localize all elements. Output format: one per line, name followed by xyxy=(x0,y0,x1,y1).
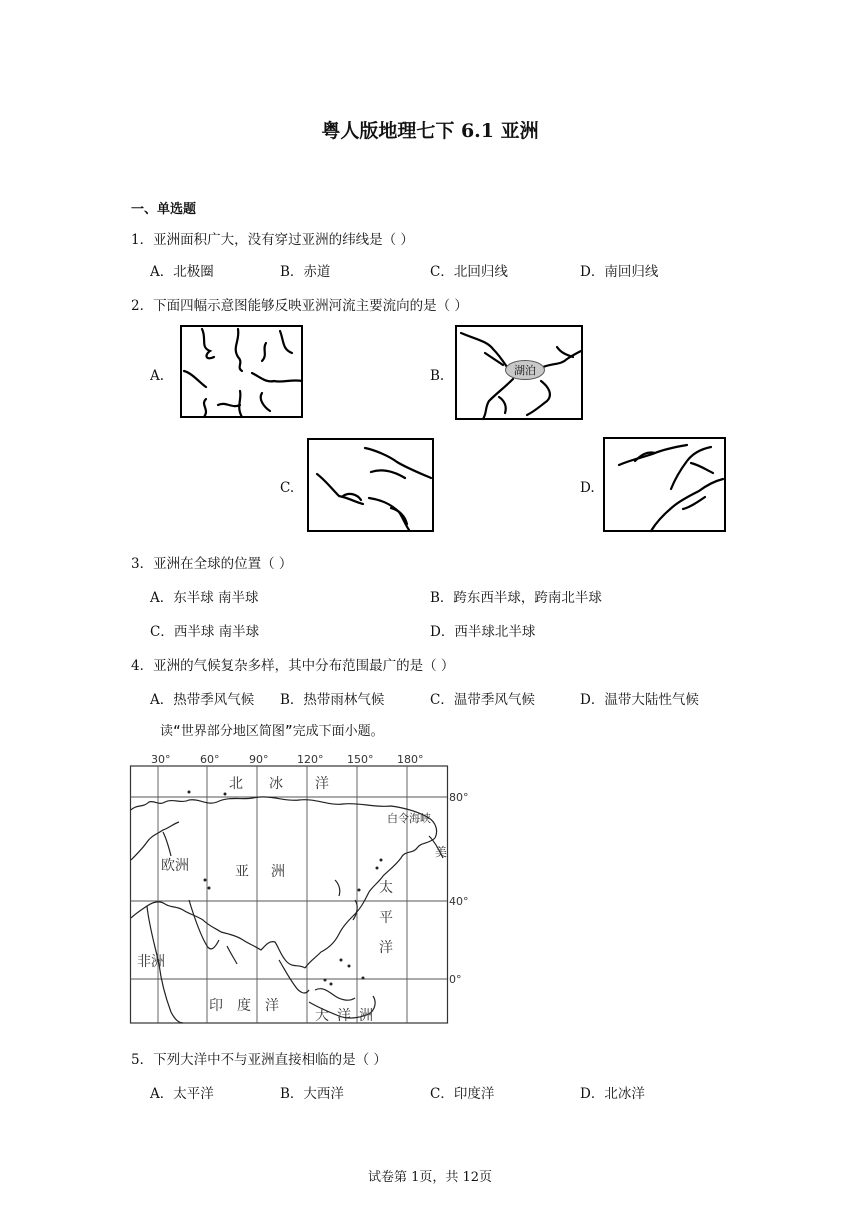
lake-label: 湖泊 xyxy=(514,364,536,377)
world-region-map xyxy=(129,750,474,1026)
page-footer: 试卷第 1页，共 12页 xyxy=(367,1170,493,1185)
lon-label-150: 150° xyxy=(347,753,374,766)
map-graphic xyxy=(129,750,474,1026)
river-diagram-d-drawing xyxy=(605,439,728,534)
label-oceania-2: 洋 xyxy=(337,1008,351,1024)
map-intro: 读“世界部分地区简图”完成下面小题。 xyxy=(160,724,384,739)
label-arctic-3: 洋 xyxy=(315,776,329,792)
q4-option-d[interactable]: D．温带大陆性气候 xyxy=(580,692,699,708)
river-diagram-c[interactable] xyxy=(307,438,434,532)
q1-option-a[interactable]: A．北极圈 xyxy=(150,264,214,280)
q2-label-a[interactable]: A. xyxy=(150,368,165,384)
label-oceania-3: 洲 xyxy=(359,1008,373,1024)
q5-option-c[interactable]: C．印度洋 xyxy=(430,1086,495,1102)
q5-option-a[interactable]: A．太平洋 xyxy=(150,1086,214,1102)
q4-option-c[interactable]: C．温带季风气候 xyxy=(430,692,535,708)
label-oceania-1: 大 xyxy=(315,1008,329,1024)
label-pacific-2: 平 xyxy=(379,910,393,926)
label-indian-1: 印 xyxy=(209,998,223,1014)
label-pacific-1: 太 xyxy=(379,880,393,896)
label-arctic-2: 冰 xyxy=(269,776,283,792)
lat-label-80: 80° xyxy=(449,791,469,804)
label-indian-2: 度 xyxy=(237,998,251,1014)
river-diagram-a-drawing xyxy=(182,327,305,420)
lon-label-180: 180° xyxy=(397,753,424,766)
river-diagram-b[interactable] xyxy=(455,325,583,420)
river-diagram-a[interactable] xyxy=(180,325,303,418)
river-diagram-d[interactable] xyxy=(603,437,726,532)
q2-label-c[interactable]: C. xyxy=(280,480,295,496)
label-america: 美 xyxy=(435,845,448,859)
q2-label-b[interactable]: B. xyxy=(430,368,445,384)
q5-option-d[interactable]: D．北冰洋 xyxy=(580,1086,645,1102)
label-arctic-1: 北 xyxy=(229,776,243,792)
q5-option-b[interactable]: B．大西洋 xyxy=(280,1086,344,1102)
q3-option-d[interactable]: D．西半球北半球 xyxy=(430,624,536,640)
label-pacific-3: 洋 xyxy=(379,940,393,956)
section-heading: 一、单选题 xyxy=(131,202,197,217)
label-asia-2: 洲 xyxy=(271,864,285,880)
q4-option-a[interactable]: A．热带季风气候 xyxy=(150,692,255,708)
question-3-stem: 3．亚洲在全球的位置（ ） xyxy=(131,556,293,572)
river-diagram-c-drawing xyxy=(309,440,436,534)
label-indian-3: 洋 xyxy=(265,998,279,1014)
lat-label-40: 40° xyxy=(449,895,469,908)
q3-option-c[interactable]: C．西半球 南半球 xyxy=(150,624,260,640)
lon-label-120: 120° xyxy=(297,753,324,766)
label-europe: 欧洲 xyxy=(161,858,189,874)
label-bering-strait: 白令海峡 xyxy=(387,812,431,825)
question-4-stem: 4．亚洲的气候复杂多样，其中分布范围最广的是（ ） xyxy=(131,658,455,674)
question-1-stem: 1．亚洲面积广大，没有穿过亚洲的纬线是（ ） xyxy=(131,232,414,248)
question-2-stem: 2．下面四幅示意图能够反映亚洲河流主要流向的是（ ） xyxy=(131,298,468,314)
q3-option-b[interactable]: B．跨东西半球，跨南北半球 xyxy=(430,590,602,606)
q3-option-a[interactable]: A．东半球 南半球 xyxy=(150,590,259,606)
q1-option-d[interactable]: D．南回归线 xyxy=(580,264,659,280)
lon-label-60: 60° xyxy=(200,753,220,766)
question-5-stem: 5．下列大洋中不与亚洲直接相临的是（ ） xyxy=(131,1052,387,1068)
lat-label-0: 0° xyxy=(449,973,462,986)
page-title: 粤人版地理七下 6.1 亚洲 xyxy=(321,120,539,142)
lon-label-90: 90° xyxy=(249,753,269,766)
label-asia-1: 亚 xyxy=(235,864,249,880)
q1-option-b[interactable]: B．赤道 xyxy=(280,264,331,280)
q4-option-b[interactable]: B．热带雨林气候 xyxy=(280,692,385,708)
q2-label-d[interactable]: D. xyxy=(580,480,595,496)
label-africa: 非洲 xyxy=(137,954,165,970)
q1-option-c[interactable]: C．北回归线 xyxy=(430,264,508,280)
lon-label-30: 30° xyxy=(151,753,171,766)
